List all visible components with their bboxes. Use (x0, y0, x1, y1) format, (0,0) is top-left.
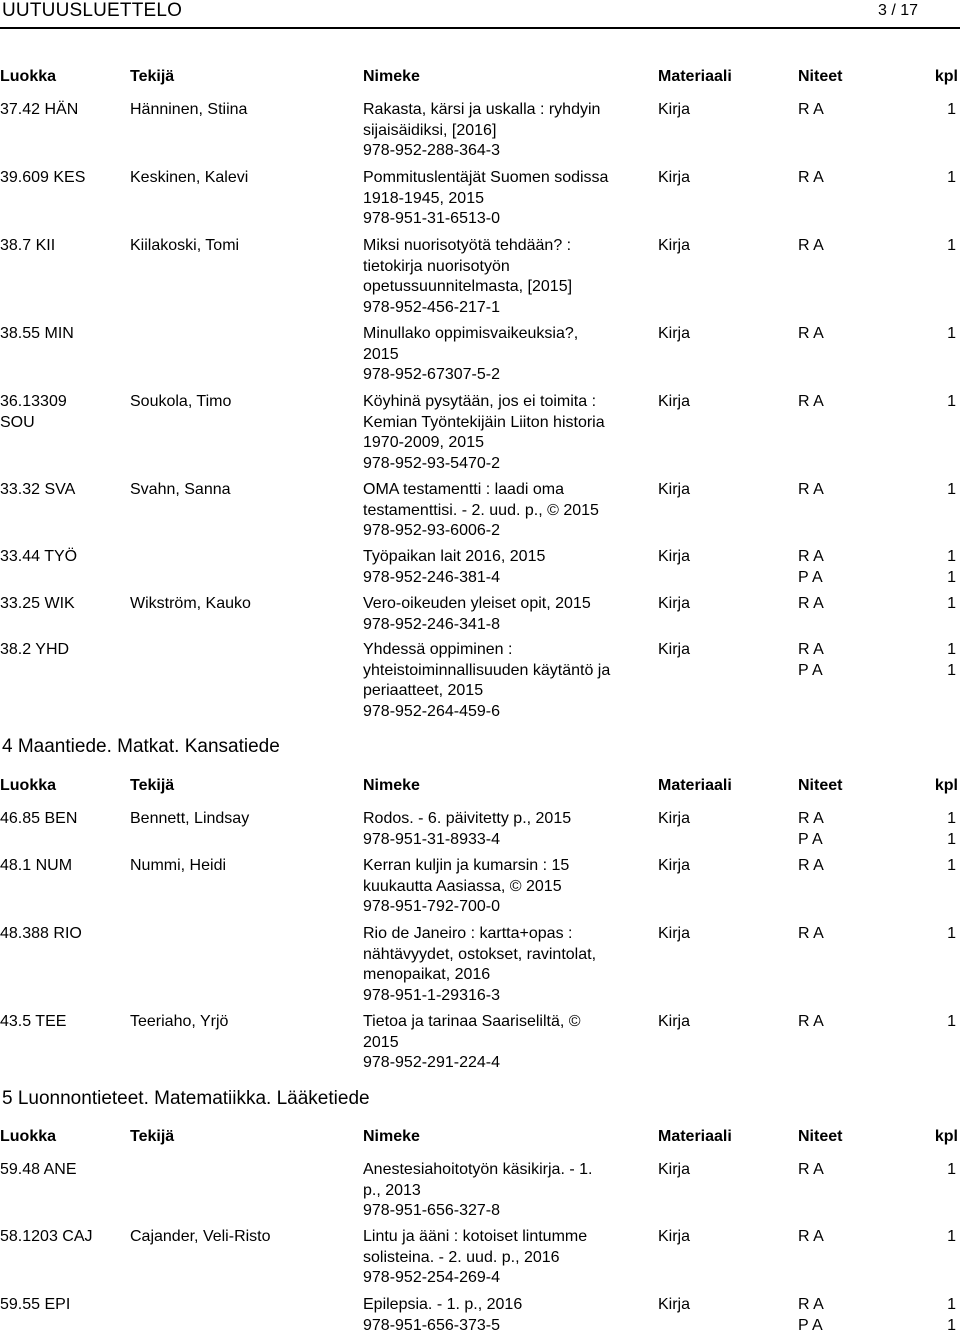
copies-location-cell (798, 1012, 858, 1033)
title-line: 978-951-656-373-5 (363, 1316, 655, 1336)
author-cell (130, 1012, 358, 1033)
title-cell (363, 100, 655, 162)
copies-location-line: R A (798, 236, 858, 257)
material-line: Kirja (658, 236, 788, 257)
classification-cell (0, 856, 125, 877)
classification-line: 38.7 KII (0, 236, 125, 257)
title-line: 978-951-656-327-8 (363, 1201, 655, 1222)
material-line: Kirja (658, 324, 788, 345)
column-header-row (0, 66, 960, 88)
column-header-row (0, 1126, 960, 1148)
copies-location-cell (798, 1295, 858, 1336)
count-line: 1 (916, 1012, 956, 1033)
title-cell (363, 1012, 655, 1074)
copies-location-line: R A (798, 100, 858, 121)
material-cell (658, 856, 788, 877)
material-cell (658, 168, 788, 189)
author-cell (130, 856, 358, 877)
column-header-row (0, 775, 960, 797)
count-cell (916, 1160, 956, 1181)
material-line: Kirja (658, 924, 788, 945)
copies-location-cell (798, 236, 858, 257)
title-line: sijaisäidiksi, [2016] (363, 121, 655, 142)
column-header-niteet: Niteet (798, 775, 842, 797)
author-line: Wikström, Kauko (130, 594, 358, 615)
material-cell (658, 1012, 788, 1033)
copies-location-line: R A (798, 640, 858, 661)
title-cell (363, 1227, 655, 1289)
count-cell (916, 924, 956, 945)
material-cell (658, 594, 788, 615)
material-line: Kirja (658, 856, 788, 877)
column-header-luokka: Luokka (0, 775, 56, 797)
author-cell (130, 236, 358, 257)
count-line: 1 (916, 856, 956, 877)
title-line: 978-952-254-269-4 (363, 1268, 655, 1289)
count-line: 1 (916, 1227, 956, 1248)
catalog-entry (0, 594, 960, 635)
title-line: 2015 (363, 1033, 655, 1054)
copies-location-cell (798, 924, 858, 945)
title-cell (363, 324, 655, 386)
catalog-entry (0, 1160, 960, 1222)
classification-cell (0, 640, 125, 661)
column-header-nimeke: Nimeke (363, 775, 420, 797)
count-cell (916, 100, 956, 121)
catalog-entry (0, 100, 960, 162)
catalog-entry (0, 640, 960, 722)
title-line: 978-951-1-29316-3 (363, 986, 655, 1007)
title-line: Kemian Työntekijäin Liiton historia (363, 413, 655, 434)
count-cell (916, 640, 956, 681)
author-cell (130, 392, 358, 413)
title-line: Epilepsia. - 1. p., 2016 (363, 1295, 655, 1316)
title-line: 978-951-792-700-0 (363, 897, 655, 918)
title-line: 978-952-456-217-1 (363, 298, 655, 319)
copies-location-line: R A (798, 392, 858, 413)
count-line: 1 (916, 830, 956, 851)
classification-line: 33.25 WIK (0, 594, 125, 615)
classification-cell (0, 168, 125, 189)
classification-line: 36.13309 (0, 392, 125, 413)
count-line: 1 (916, 100, 956, 121)
classification-line: 33.32 SVA (0, 480, 125, 501)
copies-location-cell (798, 324, 858, 345)
title-line: Rodos. - 6. päivitetty p., 2015 (363, 809, 655, 830)
count-cell (916, 1295, 956, 1336)
column-header-tekija: Tekijä (130, 66, 174, 88)
copies-location-cell (798, 856, 858, 877)
title-line: testamenttisi. - 2. uud. p., © 2015 (363, 501, 655, 522)
title-cell (363, 1295, 655, 1336)
title-line: 978-951-31-6513-0 (363, 209, 655, 230)
title-line: solisteina. - 2. uud. p., 2016 (363, 1248, 655, 1269)
material-cell (658, 547, 788, 568)
section-title: 4 Maantiede. Matkat. Kansatiede (2, 736, 280, 758)
catalog-entry (0, 809, 960, 850)
material-cell (658, 324, 788, 345)
title-line: nähtävyydet, ostokset, ravintolat, (363, 945, 655, 966)
column-header-kpl: kpl (935, 1126, 958, 1148)
classification-cell (0, 809, 125, 830)
classification-line: 38.2 YHD (0, 640, 125, 661)
title-line: Anestesiahoitotyön käsikirja. - 1. (363, 1160, 655, 1181)
count-cell (916, 809, 956, 850)
title-cell (363, 640, 655, 722)
material-cell (658, 1160, 788, 1181)
copies-location-line: P A (798, 830, 858, 851)
title-line: 978-951-31-8933-4 (363, 830, 655, 851)
column-header-nimeke: Nimeke (363, 66, 420, 88)
title-line: Köyhinä pysytään, jos ei toimita : (363, 392, 655, 413)
column-header-niteet: Niteet (798, 66, 842, 88)
material-line: Kirja (658, 809, 788, 830)
copies-location-line: R A (798, 1295, 858, 1316)
page-header (0, 0, 960, 32)
title-cell (363, 924, 655, 1006)
title-line: Minullako oppimisvaikeuksia?, (363, 324, 655, 345)
title-line: Rakasta, kärsi ja uskalla : ryhdyin (363, 100, 655, 121)
title-line: Työpaikan lait 2016, 2015 (363, 547, 655, 568)
material-cell (658, 640, 788, 661)
classification-cell (0, 324, 125, 345)
catalog-entry (0, 1227, 960, 1289)
title-line: 978-952-246-381-4 (363, 568, 655, 589)
count-line: 1 (916, 809, 956, 830)
title-cell (363, 236, 655, 318)
copies-location-cell (798, 1160, 858, 1181)
classification-cell (0, 547, 125, 568)
count-line: 1 (916, 236, 956, 257)
count-line: 1 (916, 168, 956, 189)
title-cell (363, 547, 655, 588)
material-line: Kirja (658, 1227, 788, 1248)
count-cell (916, 324, 956, 345)
material-line: Kirja (658, 1012, 788, 1033)
classification-line: 43.5 TEE (0, 1012, 125, 1033)
title-line: 978-952-264-459-6 (363, 702, 655, 723)
classification-line: 59.55 EPI (0, 1295, 125, 1316)
author-line: Svahn, Sanna (130, 480, 358, 501)
author-line: Soukola, Timo (130, 392, 358, 413)
title-line: Yhdessä oppiminen : (363, 640, 655, 661)
title-line: Kerran kuljin ja kumarsin : 15 (363, 856, 655, 877)
author-line: Cajander, Veli-Risto (130, 1227, 358, 1248)
title-line: 978-952-93-6006-2 (363, 521, 655, 542)
author-line: Hänninen, Stiina (130, 100, 358, 121)
classification-cell (0, 1012, 125, 1033)
copies-location-cell (798, 392, 858, 413)
classification-line: 37.42 HÄN (0, 100, 125, 121)
page-number: 3 / 17 (878, 2, 918, 20)
material-line: Kirja (658, 392, 788, 413)
count-line: 1 (916, 568, 956, 589)
count-line: 1 (916, 1295, 956, 1316)
classification-line: 58.1203 CAJ (0, 1227, 125, 1248)
title-line: 2015 (363, 345, 655, 366)
title-line: 978-952-246-341-8 (363, 615, 655, 636)
classification-cell (0, 924, 125, 945)
copies-location-cell (798, 168, 858, 189)
material-line: Kirja (658, 168, 788, 189)
section-title: 5 Luonnontieteet. Matematiikka. Lääketiede (2, 1088, 370, 1110)
copies-location-line: R A (798, 324, 858, 345)
count-line: 1 (916, 924, 956, 945)
catalog-entry (0, 392, 960, 474)
title-cell (363, 594, 655, 635)
header-divider (0, 27, 960, 29)
count-line: 1 (916, 1160, 956, 1181)
copies-location-line: R A (798, 924, 858, 945)
title-line: kuukautta Aasiassa, © 2015 (363, 877, 655, 898)
classification-line: 38.55 MIN (0, 324, 125, 345)
catalog-entry (0, 168, 960, 230)
count-cell (916, 236, 956, 257)
title-line: periaatteet, 2015 (363, 681, 655, 702)
classification-line: 46.85 BEN (0, 809, 125, 830)
title-line: tietokirja nuorisotyön (363, 257, 655, 278)
title-line: 978-952-288-364-3 (363, 141, 655, 162)
copies-location-line: R A (798, 856, 858, 877)
title-line: yhteistoiminnallisuuden käytäntö ja (363, 661, 655, 682)
material-cell (658, 392, 788, 413)
title-line: Rio de Janeiro : kartta+opas : (363, 924, 655, 945)
count-line: 1 (916, 1316, 956, 1336)
classification-line: 48.388 RIO (0, 924, 125, 945)
copies-location-line: R A (798, 594, 858, 615)
count-line: 1 (916, 661, 956, 682)
count-cell (916, 594, 956, 615)
copies-location-line: R A (798, 1160, 858, 1181)
copies-location-cell (798, 640, 858, 681)
column-header-tekija: Tekijä (130, 1126, 174, 1148)
author-line: Nummi, Heidi (130, 856, 358, 877)
column-header-materiaali: Materiaali (658, 66, 732, 88)
column-header-niteet: Niteet (798, 1126, 842, 1148)
count-line: 1 (916, 594, 956, 615)
material-line: Kirja (658, 594, 788, 615)
classification-cell (0, 594, 125, 615)
catalog-entry (0, 1012, 960, 1074)
copies-location-line: P A (798, 661, 858, 682)
material-line: Kirja (658, 640, 788, 661)
copies-location-line: R A (798, 168, 858, 189)
title-line: Tietoa ja tarinaa Saariseliltä, © (363, 1012, 655, 1033)
catalog-entry (0, 1295, 960, 1336)
title-line: 978-952-67307-5-2 (363, 365, 655, 386)
classification-cell (0, 100, 125, 121)
material-cell (658, 1227, 788, 1248)
count-line: 1 (916, 392, 956, 413)
classification-cell (0, 1160, 125, 1181)
material-cell (658, 480, 788, 501)
classification-line: 59.48 ANE (0, 1160, 125, 1181)
count-cell (916, 547, 956, 588)
catalog-entry (0, 480, 960, 542)
copies-location-cell (798, 100, 858, 121)
title-line: Lintu ja ääni : kotoiset lintumme (363, 1227, 655, 1248)
title-line: menopaikat, 2016 (363, 965, 655, 986)
author-cell (130, 100, 358, 121)
copies-location-line: R A (798, 1227, 858, 1248)
classification-line: 48.1 NUM (0, 856, 125, 877)
classification-line: 39.609 KES (0, 168, 125, 189)
copies-location-cell (798, 547, 858, 588)
catalog-entry (0, 856, 960, 918)
column-header-kpl: kpl (935, 775, 958, 797)
title-line: 978-952-93-5470-2 (363, 454, 655, 475)
count-line: 1 (916, 640, 956, 661)
title-line: OMA testamentti : laadi oma (363, 480, 655, 501)
column-header-luokka: Luokka (0, 66, 56, 88)
title-cell (363, 856, 655, 918)
title-line: 1970-2009, 2015 (363, 433, 655, 454)
count-cell (916, 1227, 956, 1248)
author-cell (130, 1227, 358, 1248)
count-line: 1 (916, 547, 956, 568)
count-cell (916, 168, 956, 189)
title-line: p., 2013 (363, 1181, 655, 1202)
column-header-nimeke: Nimeke (363, 1126, 420, 1148)
classification-cell (0, 392, 125, 433)
catalog-entry (0, 547, 960, 588)
material-cell (658, 1295, 788, 1316)
column-header-materiaali: Materiaali (658, 1126, 732, 1148)
material-cell (658, 809, 788, 830)
copies-location-cell (798, 594, 858, 615)
page-title: UUTUUSLUETTELO (2, 0, 182, 22)
copies-location-cell (798, 480, 858, 501)
material-line: Kirja (658, 480, 788, 501)
author-line: Teeriaho, Yrjö (130, 1012, 358, 1033)
material-line: Kirja (658, 1295, 788, 1316)
author-cell (130, 594, 358, 615)
count-cell (916, 1012, 956, 1033)
copies-location-line: P A (798, 1316, 858, 1336)
material-cell (658, 100, 788, 121)
catalog-entry (0, 324, 960, 386)
title-line: Pommituslentäjät Suomen sodissa (363, 168, 655, 189)
author-line: Bennett, Lindsay (130, 809, 358, 830)
copies-location-cell (798, 809, 858, 850)
count-cell (916, 480, 956, 501)
classification-cell (0, 1295, 125, 1316)
catalog-entry (0, 924, 960, 1006)
count-line: 1 (916, 480, 956, 501)
material-line: Kirja (658, 100, 788, 121)
author-cell (130, 168, 358, 189)
title-cell (363, 1160, 655, 1222)
column-header-kpl: kpl (935, 66, 958, 88)
title-line: 1918-1945, 2015 (363, 189, 655, 210)
count-line: 1 (916, 324, 956, 345)
material-cell (658, 924, 788, 945)
title-cell (363, 392, 655, 474)
classification-line: SOU (0, 413, 125, 434)
catalog-entry (0, 236, 960, 318)
title-cell (363, 809, 655, 850)
copies-location-line: R A (798, 1012, 858, 1033)
column-header-tekija: Tekijä (130, 775, 174, 797)
classification-cell (0, 480, 125, 501)
column-header-materiaali: Materiaali (658, 775, 732, 797)
copies-location-line: R A (798, 480, 858, 501)
classification-cell (0, 236, 125, 257)
column-header-luokka: Luokka (0, 1126, 56, 1148)
title-line: opetussuunnitelmasta, [2015] (363, 277, 655, 298)
count-cell (916, 856, 956, 877)
title-cell (363, 480, 655, 542)
material-line: Kirja (658, 547, 788, 568)
count-cell (916, 392, 956, 413)
material-line: Kirja (658, 1160, 788, 1181)
classification-line: 33.44 TYÖ (0, 547, 125, 568)
title-line: 978-952-291-224-4 (363, 1053, 655, 1074)
author-line: Keskinen, Kalevi (130, 168, 358, 189)
copies-location-line: R A (798, 547, 858, 568)
copies-location-line: P A (798, 568, 858, 589)
title-line: Miksi nuorisotyötä tehdään? : (363, 236, 655, 257)
title-cell (363, 168, 655, 230)
author-line: Kiilakoski, Tomi (130, 236, 358, 257)
copies-location-line: R A (798, 809, 858, 830)
title-line: Vero-oikeuden yleiset opit, 2015 (363, 594, 655, 615)
copies-location-cell (798, 1227, 858, 1248)
material-cell (658, 236, 788, 257)
classification-cell (0, 1227, 125, 1248)
author-cell (130, 480, 358, 501)
author-cell (130, 809, 358, 830)
